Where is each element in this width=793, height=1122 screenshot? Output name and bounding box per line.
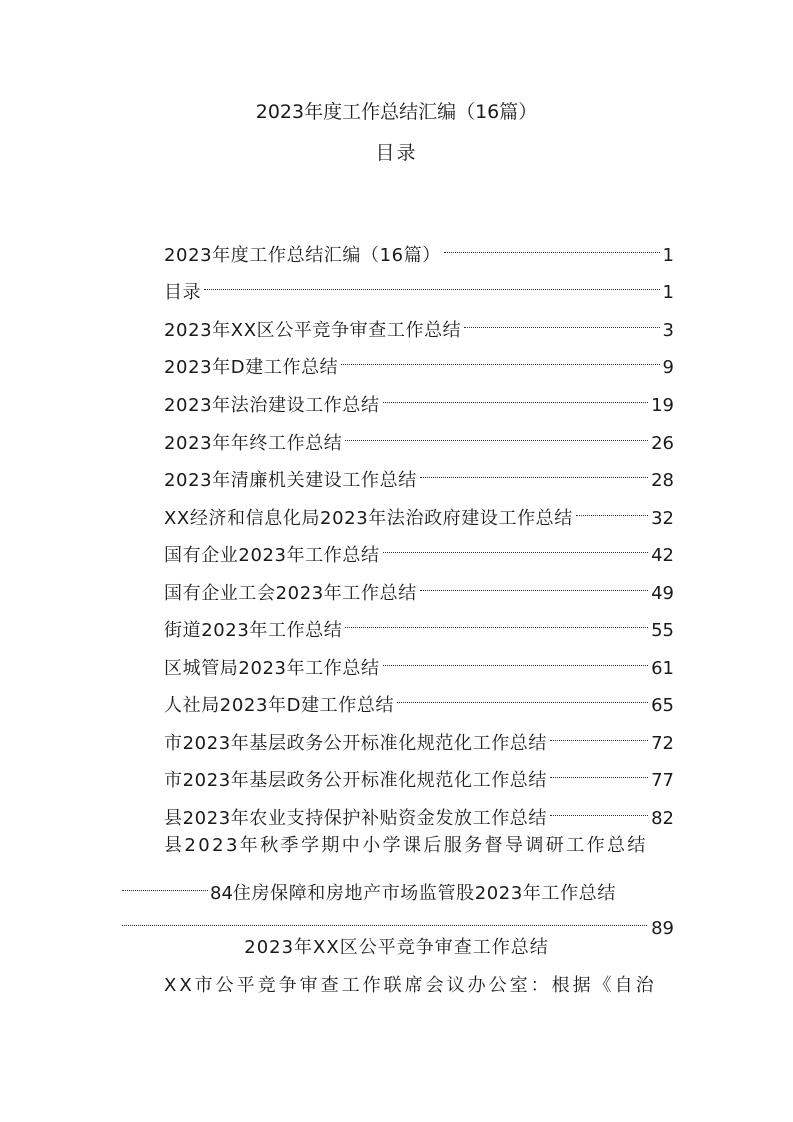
toc-dot-leader	[550, 756, 648, 786]
toc-dot-leader	[345, 606, 648, 636]
toc-entry[interactable]	[164, 419, 674, 454]
toc-entry-title: 2023年D建工作总结	[164, 357, 339, 378]
toc-entry[interactable]	[164, 569, 674, 604]
toc-entry[interactable]	[164, 306, 674, 341]
toc-entry[interactable]	[164, 644, 674, 679]
toc-entry-page: 72	[651, 733, 674, 754]
toc-entry[interactable]	[164, 606, 674, 641]
toc-dot-leader	[122, 869, 208, 899]
toc-entry-page: 1	[662, 282, 674, 303]
toc-entry-page: 42	[651, 545, 674, 566]
toc-dot-leader	[383, 644, 648, 674]
toc-entry-page: 82	[651, 808, 674, 829]
toc-dot-leader	[550, 719, 648, 749]
toc-entry[interactable]	[164, 719, 674, 754]
toc-entry-title: 区城管局2023年工作总结	[164, 658, 380, 679]
toc-entry[interactable]	[164, 531, 674, 566]
toc-entry-title: 街道2023年工作总结	[164, 620, 343, 641]
toc-dot-leader	[444, 231, 660, 261]
toc-entry-title: 国有企业2023年工作总结	[164, 545, 380, 566]
toc-dot-leader	[383, 381, 648, 411]
toc-dot-leader	[464, 306, 659, 336]
toc-entry[interactable]	[164, 794, 674, 829]
toc-dot-leader	[550, 794, 648, 824]
body-paragraph: XX市公平竞争审查工作联席会议办公室：根据《自治	[164, 975, 657, 996]
toc-dot-leader	[204, 268, 659, 298]
toc-entry-title: 2023年清廉机关建设工作总结	[164, 470, 417, 491]
toc-entry[interactable]	[164, 756, 674, 791]
toc-entry-page: 26	[651, 433, 674, 454]
document-title: 2023年度工作总结汇编（16篇）	[255, 101, 538, 123]
toc-entry-page: 77	[651, 770, 674, 791]
toc-entry-page: 89	[651, 918, 674, 939]
toc-dot-leader	[383, 531, 648, 561]
toc-entry-title: 人社局2023年D建工作总结	[164, 695, 395, 716]
toc-entry-continuation[interactable]	[122, 869, 674, 904]
section-heading: 2023年XX区公平竞争审查工作总结	[244, 937, 549, 958]
toc-entry-title: 国有企业工会2023年工作总结	[164, 583, 417, 604]
toc-entry-title: XX经济和信息化局2023年法治政府建设工作总结	[164, 508, 573, 529]
toc-entry-title: 县2023年农业支持保护补贴资金发放工作总结	[164, 808, 548, 829]
toc-entry-page: 9	[662, 357, 674, 378]
toc-entry-page: 19	[651, 395, 674, 416]
toc-entry-title: 2023年度工作总结汇编（16篇）	[164, 245, 441, 266]
toc-entry-title: 目录	[164, 282, 202, 303]
toc-dot-leader	[576, 494, 648, 524]
toc-entry-title: 县2023年秋季学期中小学课后服务督导调研工作总结	[164, 835, 648, 856]
toc-entry-title: 2023年年终工作总结	[164, 433, 343, 454]
toc-entry[interactable]	[164, 231, 674, 266]
toc-entry[interactable]	[164, 268, 674, 303]
toc-entry-page: 32	[651, 508, 674, 529]
toc-dot-leader	[420, 569, 648, 599]
toc-entry-page: 84	[210, 883, 233, 904]
toc-entry[interactable]	[164, 681, 674, 716]
toc-dot-leader	[122, 904, 647, 934]
toc-entry-title: 市2023年基层政务公开标准化规范化工作总结	[164, 733, 548, 754]
toc-entry[interactable]	[164, 494, 674, 529]
toc-entry-title: 2023年法治建设工作总结	[164, 395, 380, 416]
toc-entry-page: 65	[651, 695, 674, 716]
toc-entry-title: 住房保障和房地产市场监管股2023年工作总结	[232, 883, 616, 904]
toc-entry-page: 1	[662, 245, 674, 266]
toc-dot-leader	[341, 343, 659, 373]
toc-entry-page: 61	[651, 658, 674, 679]
toc-dot-leader	[420, 456, 648, 486]
toc-dot-leader	[397, 681, 648, 711]
toc-entry[interactable]	[164, 381, 674, 416]
toc-entry-continuation[interactable]	[122, 904, 674, 939]
toc-entry-title: 2023年XX区公平竞争审查工作总结	[164, 320, 462, 341]
toc-entry-page: 49	[651, 583, 674, 604]
toc-entry-page: 55	[651, 620, 674, 641]
toc-dot-leader	[345, 419, 648, 449]
toc-entry[interactable]	[164, 343, 674, 378]
toc-entry-wrapped-title[interactable]	[164, 831, 674, 861]
toc-entry-page: 3	[662, 320, 674, 341]
toc-entry-title: 市2023年基层政务公开标准化规范化工作总结	[164, 770, 548, 791]
toc-entry-page: 28	[651, 470, 674, 491]
toc-heading: 目录	[375, 142, 418, 164]
toc-entry[interactable]	[164, 456, 674, 491]
